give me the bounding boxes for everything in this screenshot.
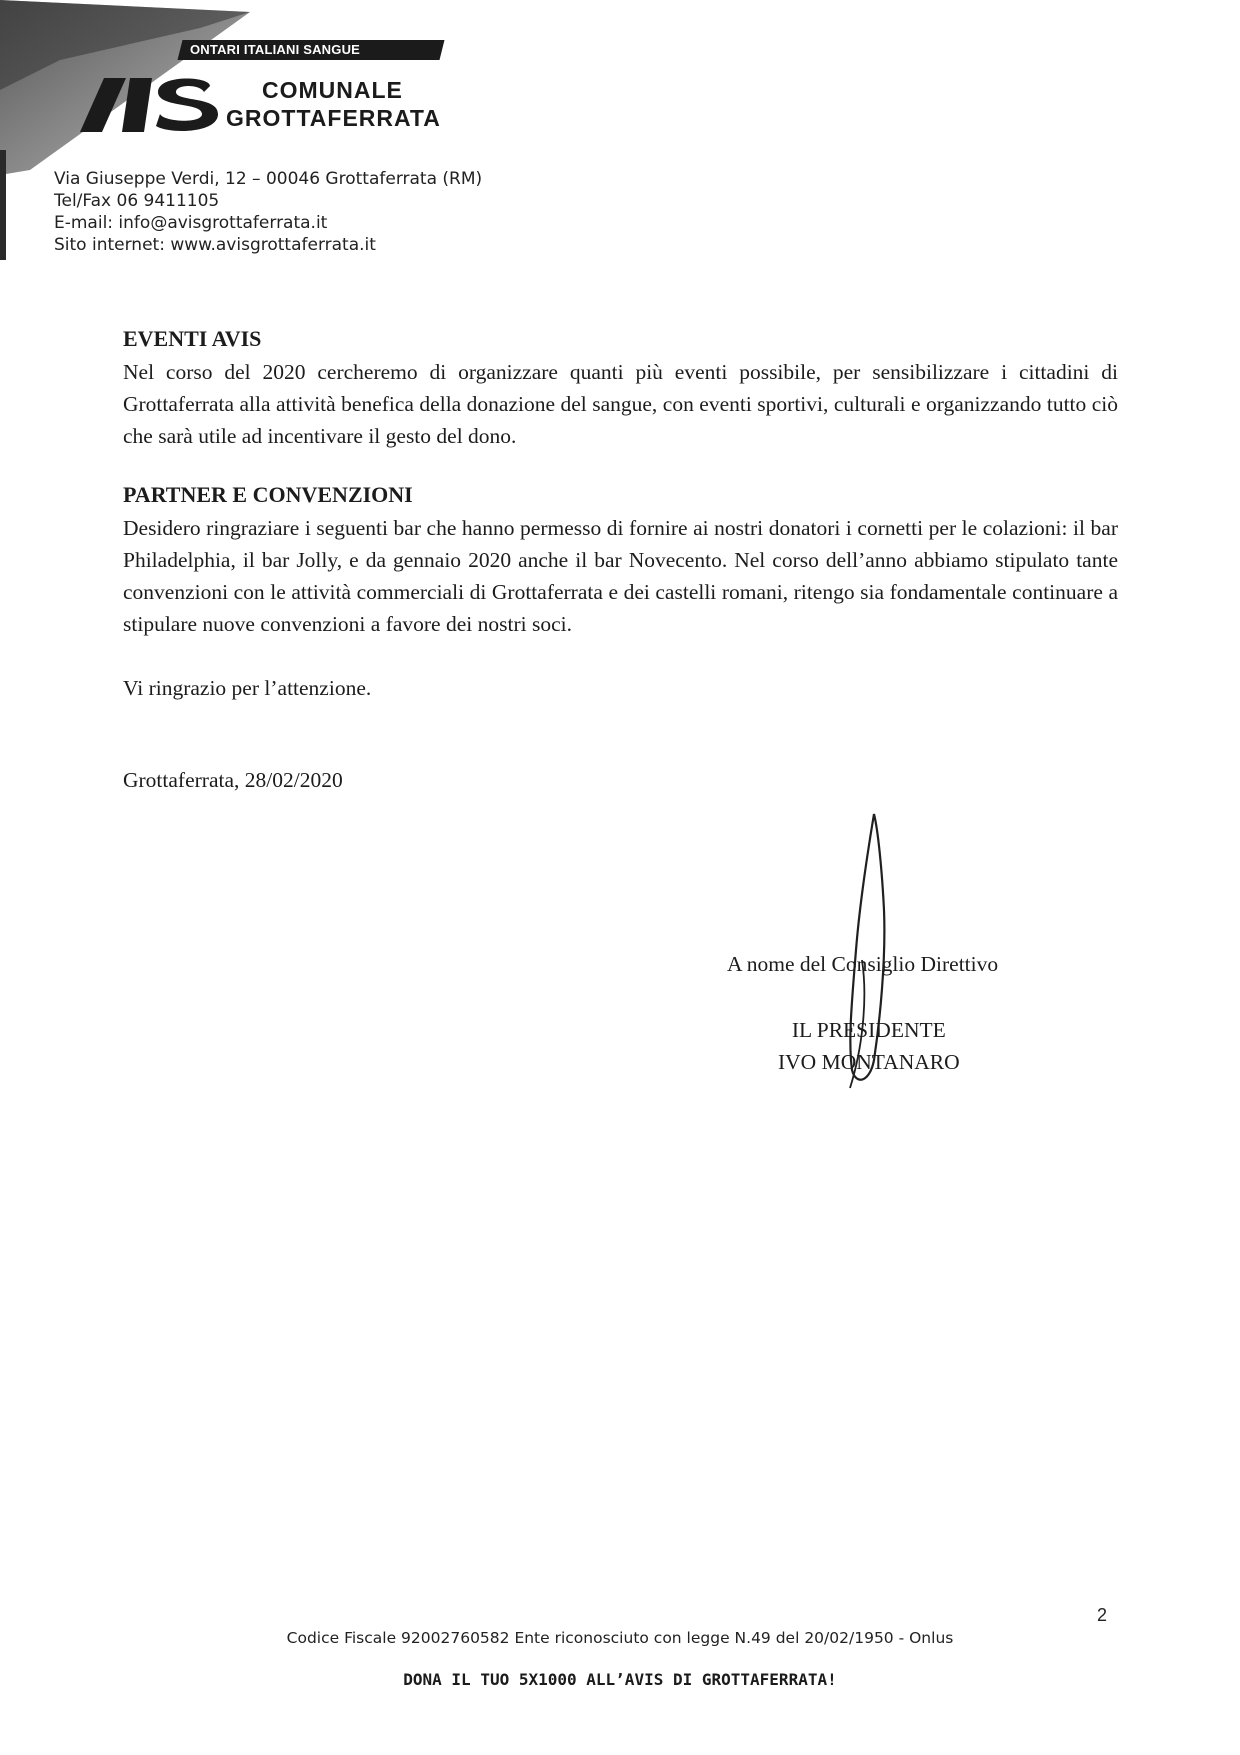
address-line: Via Giuseppe Verdi, 12 – 00046 Grottaferrata (RM): [54, 169, 483, 189]
org-name: [226, 76, 441, 132]
footer-fiscal-info: Codice Fiscale 92002760582 Ente riconosciuto con legge N.49 del 20/02/1950 - Onlus: [286, 1629, 954, 1647]
letterhead-band-text: ONTARI ITALIANI SANGUE: [190, 42, 361, 57]
footer-cta: DONA IL TUO 5X1000 ALL’AVIS DI GROTTAFERRATA!: [403, 1670, 837, 1689]
email-line: E-mail: info@avisgrottaferrata.it: [54, 213, 328, 233]
telfax-line: Tel/Fax 06 9411105: [54, 191, 220, 211]
president-block: [778, 1014, 960, 1078]
thanks-line: Vi ringrazio per l’attenzione.: [123, 676, 372, 700]
org-name-line2: GROTTAFERRATA: [226, 105, 441, 131]
website-line: Sito internet: www.avisgrottaferrata.it: [54, 235, 376, 255]
president-role: IL PRESIDENTE: [791, 1018, 946, 1042]
section-title-partner: PARTNER E CONVENZIONI: [123, 482, 413, 507]
section-text-eventi: Nel corso del 2020 cercheremo di organizzare quanti più eventi possibile, per sensibilizzare i cittadini di Grottaferrata alla attività benefica della donazione del sangue, con eventi sportivi, culturali e organizzando tutto ciò che sarà utile ad incentivare il gesto del dono.: [123, 360, 1118, 448]
closing-line: A nome del Consiglio Direttivo: [727, 952, 999, 976]
contact-block: [54, 168, 482, 256]
scan-edge-shadow: [0, 150, 6, 260]
org-name-line1: COMUNALE: [262, 77, 403, 103]
avis-logo: [60, 70, 220, 134]
section-text-partner: Desidero ringraziare i seguenti bar che hanno permesso di fornire ai nostri donatori i cornetti per le colazioni: il bar Philadelphia, il bar Jolly, e da gennaio 2020 anche il bar Novecento. Nel corso dell’anno abbiamo stipulato tante convenzioni con le attività commerciali di Grottaferrata e dei castelli romani, ritengo sia fondamentale continuare a stipulare nuove convenzioni a favore dei nostri soci.: [123, 516, 1118, 636]
page-number: 2: [1097, 1605, 1108, 1625]
president-name: IVO MONTANARO: [778, 1050, 960, 1074]
place-date: Grottaferrata, 28/02/2020: [123, 768, 343, 792]
section-title-eventi: EVENTI AVIS: [123, 326, 262, 351]
letter-body: [123, 322, 1118, 796]
